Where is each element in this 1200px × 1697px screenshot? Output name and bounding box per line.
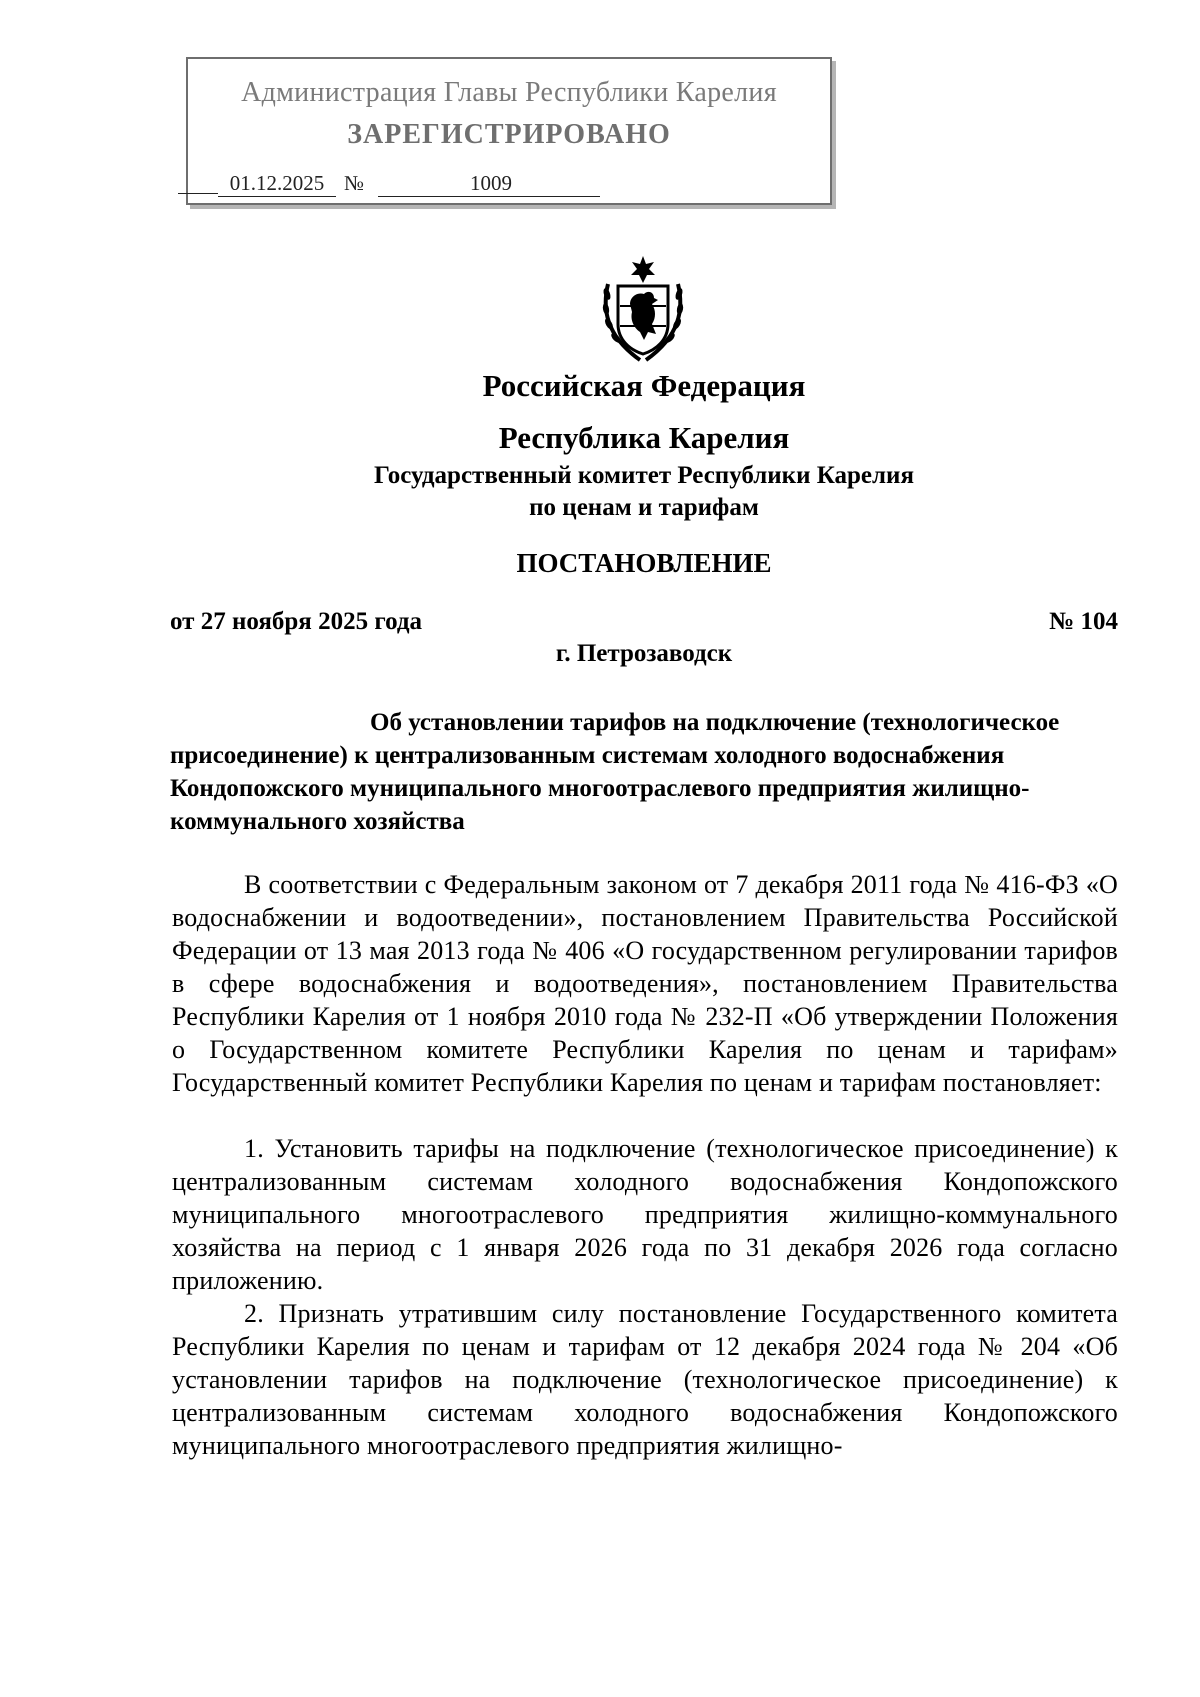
document-date: от 27 ноября 2025 года [170, 608, 422, 635]
clause-2-paragraph: 2. Признать утратившим силу постановление Государственного комитета Республики Карелия по ценам и тарифам от 12 декабря 2024 года № 204 «Об установлении тарифов на подключение (технологическое присоединение) к централизованным системам холодного водоснабжения Кондопожского муниципального многоотраслевого предприятия жилищно- [172, 1299, 1118, 1460]
star-icon [631, 256, 655, 283]
coat-of-arms-icon [600, 254, 686, 364]
clause-1-paragraph: 1. Установить тарифы на подключение (технологическое присоединение) к централизованным системам холодного водоснабжения Кондопожского муниципального многоотраслевого предприятия жилищно-коммунального хозяйства на период с 1 января 2026 года по 31 декабря 2026 года согласно приложению. [172, 1134, 1118, 1295]
committee-heading-line2: по ценам и тарифам [529, 494, 759, 521]
stamp-status: ЗАРЕГИСТРИРОВАНО [347, 119, 671, 150]
committee-heading-line1: Государственный комитет Республики Карелия [374, 462, 914, 489]
republic-heading: Республика Карелия [498, 420, 790, 455]
stamp-underline [178, 193, 218, 194]
document-title: Об установлении тарифов на подключение (технологическое присоединение) к централизованным системам холодного водоснабжения Кондопожского муниципального многоотраслевого предприятия жилищно-коммунального хозяйства [170, 709, 1060, 835]
preamble-paragraph: В соответствии с Федеральным законом от 7 декабря 2011 года № 416-ФЗ «О водоснабжении и водоотведении», постановлением Правительства Российской Федерации от 13 мая 2013 года № 406 «О государственном регулировании тарифов в сфере водоснабжения и водоотведения», постановлением Правительства Республики Карелия от 1 ноября 2010 года № 232-П «Об утверждении Положения о Государственном комитете Республики Карелия по ценам и тарифам» Государственный комитет Республики Карелия по ценам и тарифам постановляет: [172, 870, 1118, 1097]
document-type: ПОСТАНОВЛЕНИЕ [516, 548, 772, 578]
stamp-number-sign: № [344, 171, 365, 195]
document-number: № 104 [1049, 608, 1118, 635]
registration-stamp [186, 57, 832, 205]
stamp-organization: Администрация Главы Республики Карелия [241, 77, 777, 108]
country-heading: Российская Федерация [482, 368, 806, 403]
stamp-date: 01.12.2025 [218, 171, 336, 197]
document-city: г. Петрозаводск [555, 640, 733, 667]
stamp-number: 1009 [378, 171, 600, 197]
